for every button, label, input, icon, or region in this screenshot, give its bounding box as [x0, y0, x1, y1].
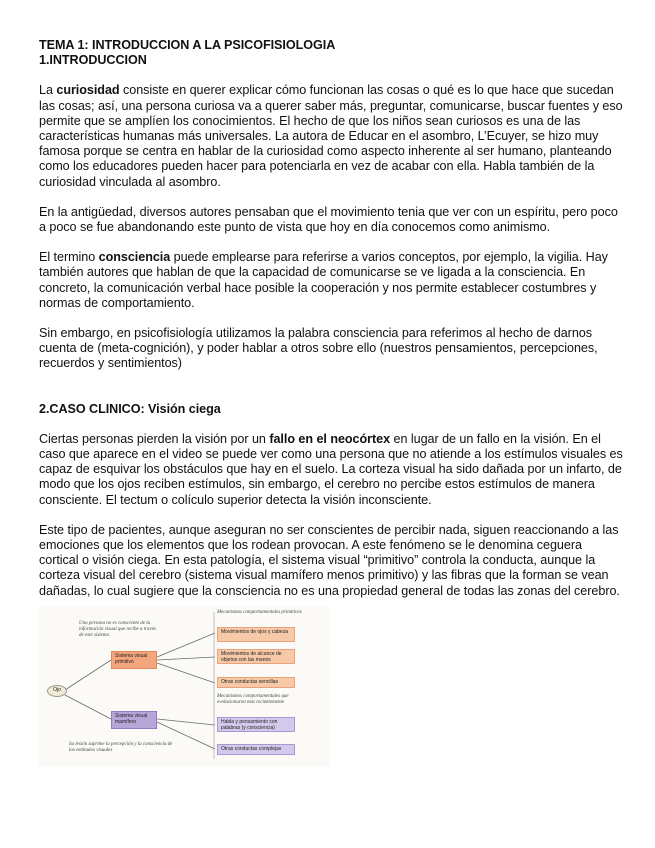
arrow-eye-primitive	[65, 660, 111, 690]
section1-paragraph-4: Sin embargo, en psicofisiología utilizamos la palabra consciencia para referimos al hecho de darnos cuenta de (meta-cognición), y poder hablar a otros sobre ello (nuestros pensamientos, percepciones, recuerdos y sentimientos)	[39, 326, 598, 371]
section1-heading: 1.INTRODUCCION	[39, 53, 147, 68]
term-fallo-neocortex: fallo en el neocórtex	[269, 431, 391, 446]
mammal-system-box: Sistema visual mamífero	[111, 711, 157, 729]
section2-paragraph-2: Este tipo de pacientes, aunque aseguran no ser conscientes de percibir nada, siguen reaccionando a las emociones que los elementos que los rodean provocan. A este fenómeno se le denomina ceguera cortical o visión ciega. En esta patología, el sistema visual “primitivo” controla la conducta, aunque la corteza visual del cerebro (sistema visual mamífero menos primitivo) y las fibras que la forman se vean dañadas, lo cual sugiere que la consciencia no es una propiedad general de todas las zonas del cerebro.	[39, 522, 620, 598]
section2-paragraph-1: Ciertas personas pierden la visión por un fallo en el neocórtex en lugar de un fallo en la visión. En el caso que aparece en el video se puede ver como una persona que no atiende a los estímulos visuales es capaz de esquivar los obstáculos que hay en el suelo. La corteza visual ha sido dañada por un infarto, de modo que los ojos reciben estímulos, sin embargo, el cerebro no percibe estos estímulos de manera consciente. El tectum o colículo superior detecta la visión inconsciente.	[39, 431, 623, 507]
arrow-to-out2	[157, 657, 215, 660]
recent-header: Mecanismos comportamentales que evolucionaron más recientemente	[217, 694, 289, 705]
arrow-eye-mammal	[65, 695, 111, 719]
arrow-to-out3	[157, 663, 215, 683]
section1-paragraph-3: El termino consciencia puede emplearse para referirse a varios conceptos, por ejemplo, la vigilia. Hay también autores que hablan de que la capacidad de comunicarse se ve ligada a la consciencia. En concreto, la comunicación verbal hace posible la cooperación y nos permite establecer costumbres y normas de comportamiento.	[39, 250, 608, 310]
output-simple-behaviors: Otras conductas sencillas	[217, 677, 295, 688]
document-title: TEMA 1: INTRODUCCION A LA PSICOFISIOLOGIA	[39, 38, 336, 52]
section1-paragraph-1: La curiosidad consiste en querer explicar cómo funcionan las cosas o qué es lo que hace que sucedan las cosas; así, una persona curiosa va a querer saber más, preguntar, comunicarse, buscar fuentes y eso permite que se amplíen los conocimientos. El hecho de que los niños sean curiosos es una de las características humanas más universales. La autora de Educar en el asombro, L’Ecuyer, se hizo muy famosa porque se centra en hablar de la curiosidad como aspecto inherente al ser humano, planteando como los educadores pueden hacer para potenciarla en vez de acabar con ella. Habla también de la curiosidad vinculada al asombro.	[39, 83, 623, 189]
section2-heading: 2.CASO CLINICO: Visión ciega	[39, 401, 221, 416]
arrow-to-out1	[157, 633, 215, 657]
note-top: Una persona no es consciente de la información visual que recibe a través de este sistema	[79, 621, 156, 638]
section1-paragraph-2: En la antigüedad, diversos autores pensaban que el movimiento tenia que ver con un espíritu, pero poco a poco se fue abandonando este punto de vista que hoy en día conocemos como animismo.	[39, 204, 618, 235]
arrow-to-out4	[157, 719, 215, 725]
output-eye-head-movements: Movimientos de ojos y cabeza	[217, 627, 295, 642]
output-reaching: Movimientos de alcance de objetos con las manos	[217, 649, 295, 664]
blindsight-diagram	[39, 607, 329, 767]
term-consciencia: consciencia	[98, 250, 171, 265]
output-speech: Habla y pensamiento con palabras (y consciencia)	[217, 717, 295, 732]
document-body	[39, 38, 624, 599]
output-complex-behaviors: Otras conductas complejas	[217, 744, 295, 755]
term-curiosidad: curiosidad	[56, 83, 120, 98]
primitive-header: Mecanismos comportamentales primitivos	[217, 610, 302, 615]
primitive-system-box: Sistema visual primitivo	[111, 651, 157, 669]
note-bottom: Su lesión suprime la percepción y la consciencia de los estímulos visuales	[69, 742, 173, 753]
eye-node: Ojo	[47, 685, 67, 697]
